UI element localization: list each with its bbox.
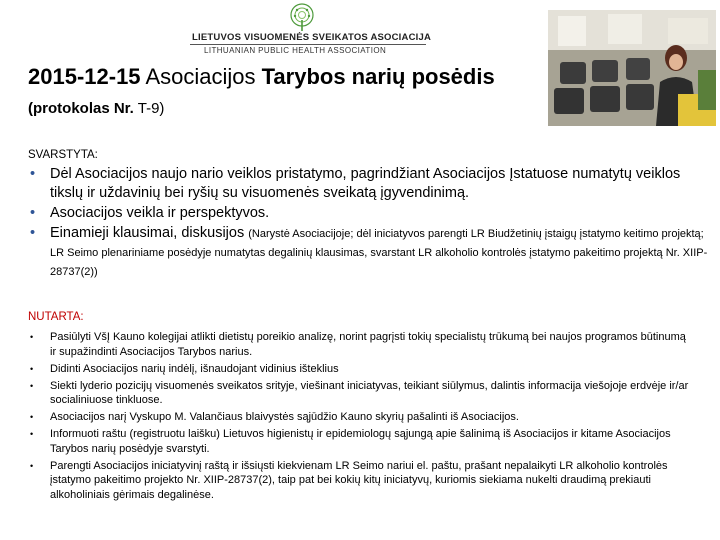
svarstyta-item-text: Dėl Asociacijos naujo nario veiklos pristatymo, pagrindžiant Asociacijos Įstatuose numatytų veiklos tikslų ir uždavinių bei ryšių su visuomenės sveikatą įgyvendinimą.	[50, 166, 681, 201]
bullet-icon: •	[30, 363, 34, 374]
nutarta-heading: NUTARTA:	[28, 311, 84, 323]
title-date: 2015-12-15	[28, 64, 141, 89]
svarstyta-item	[30, 224, 710, 281]
svarstyta-list	[30, 165, 710, 282]
tree-logo-icon	[287, 2, 317, 32]
protocol-subtitle	[28, 100, 164, 117]
nutarta-item-text: Didinti Asociacijos narių indėlį, išnaudojant vidinius išteklius	[50, 362, 339, 375]
nutarta-item-text: Parengti Asociacijos iniciatyvinį raštą ir išsiųsti kiekvienam LR Seimo nariui el. paštu, prašant nepalaikyti LR alkoholio kontrolės įstatymo pakeitimo projekto Nr. XIIP-28737(2), taip pat bei kokių kitų iniciatyvų, kuriomis siekiama nukelti draudimą prekiauti alkoholiniais gėrimais degalinėse.	[50, 459, 668, 501]
nutarta-item-text: Asociacijos narį Vyskupo M. Valančiaus blaivystės sąjūdžio Kauno skyrių pašalinti iš Asociacijos.	[50, 411, 519, 423]
bullet-icon: •	[30, 460, 34, 471]
bullet-icon: •	[30, 380, 34, 391]
svarstyta-item-text: Einamieji klausimai, diskusijos	[50, 225, 245, 241]
svarstyta-heading: SVARSTYTA:	[28, 149, 98, 161]
title-meeting: Tarybos narių posėdis	[261, 64, 495, 89]
org-name-english: LITHUANIAN PUBLIC HEALTH ASSOCIATION	[204, 46, 387, 55]
bullet-icon: •	[30, 205, 36, 221]
nutarta-item-text: Pasiūlyti VšĮ Kauno kolegijai atlikti dietistų poreikio analizę, norint pagrįsti tokių specialistų trūkumą bei naujos programos būtinumą ir supažindinti Asociacijos Tarybos narius.	[50, 331, 686, 358]
nutarta-item	[30, 362, 692, 377]
nutarta-item	[30, 379, 692, 408]
protocol-number: T-9)	[133, 100, 165, 117]
svarstyta-item-note: (Narystė Asociacijoje; dėl iniciatyvos parengti LR Biudžetinių įstaigų įstatymo keitimo projektą; LR Seimo plenariniame posėdyje numatytas degalinių klausimas, svarstant LR alkoholio kontrolės įstatymo pakeitimo projektą Nr. XIIP-28737(2))	[50, 228, 708, 278]
bullet-icon: •	[30, 166, 36, 182]
bullet-icon: •	[30, 332, 34, 342]
org-name: LIETUVOS VISUOMENĖS SVEIKATOS ASOCIACIJA	[192, 32, 432, 43]
logo-divider	[190, 44, 426, 45]
bullet-icon: •	[30, 429, 34, 439]
title-mid: Asociacijos	[140, 64, 262, 89]
nutarta-item	[30, 410, 692, 425]
svarstyta-item	[30, 165, 710, 203]
nutarta-item-text: Informuoti raštu (registruotu laišku) Lietuvos higienistų ir epidemiologų sąjungą apie šalinimą iš Asociacijos ir kitame Asociacijos Tarybos narių posėdyje svarstyti.	[50, 428, 671, 455]
bullet-icon: •	[30, 225, 36, 241]
nutarta-item	[30, 330, 692, 359]
nutarta-item	[30, 459, 692, 503]
nutarta-item-text: Siekti lyderio pozicijų visuomenės sveikatos srityje, viešinant iniciatyvas, teikiant siūlymus, dalintis informacija viešojoje erdvėje ir/ar socialiniuose tinkluose.	[50, 379, 689, 406]
protocol-label: (protokolas Nr.	[28, 100, 134, 117]
page-title	[28, 64, 495, 90]
nutarta-item	[30, 427, 692, 456]
meeting-photo	[548, 10, 716, 126]
nutarta-list	[30, 330, 692, 505]
bullet-icon: •	[30, 412, 34, 422]
association-logo	[190, 2, 430, 58]
svarstyta-item-text: Asociacijos veikla ir perspektyvos.	[50, 205, 270, 221]
svarstyta-item	[30, 204, 710, 223]
